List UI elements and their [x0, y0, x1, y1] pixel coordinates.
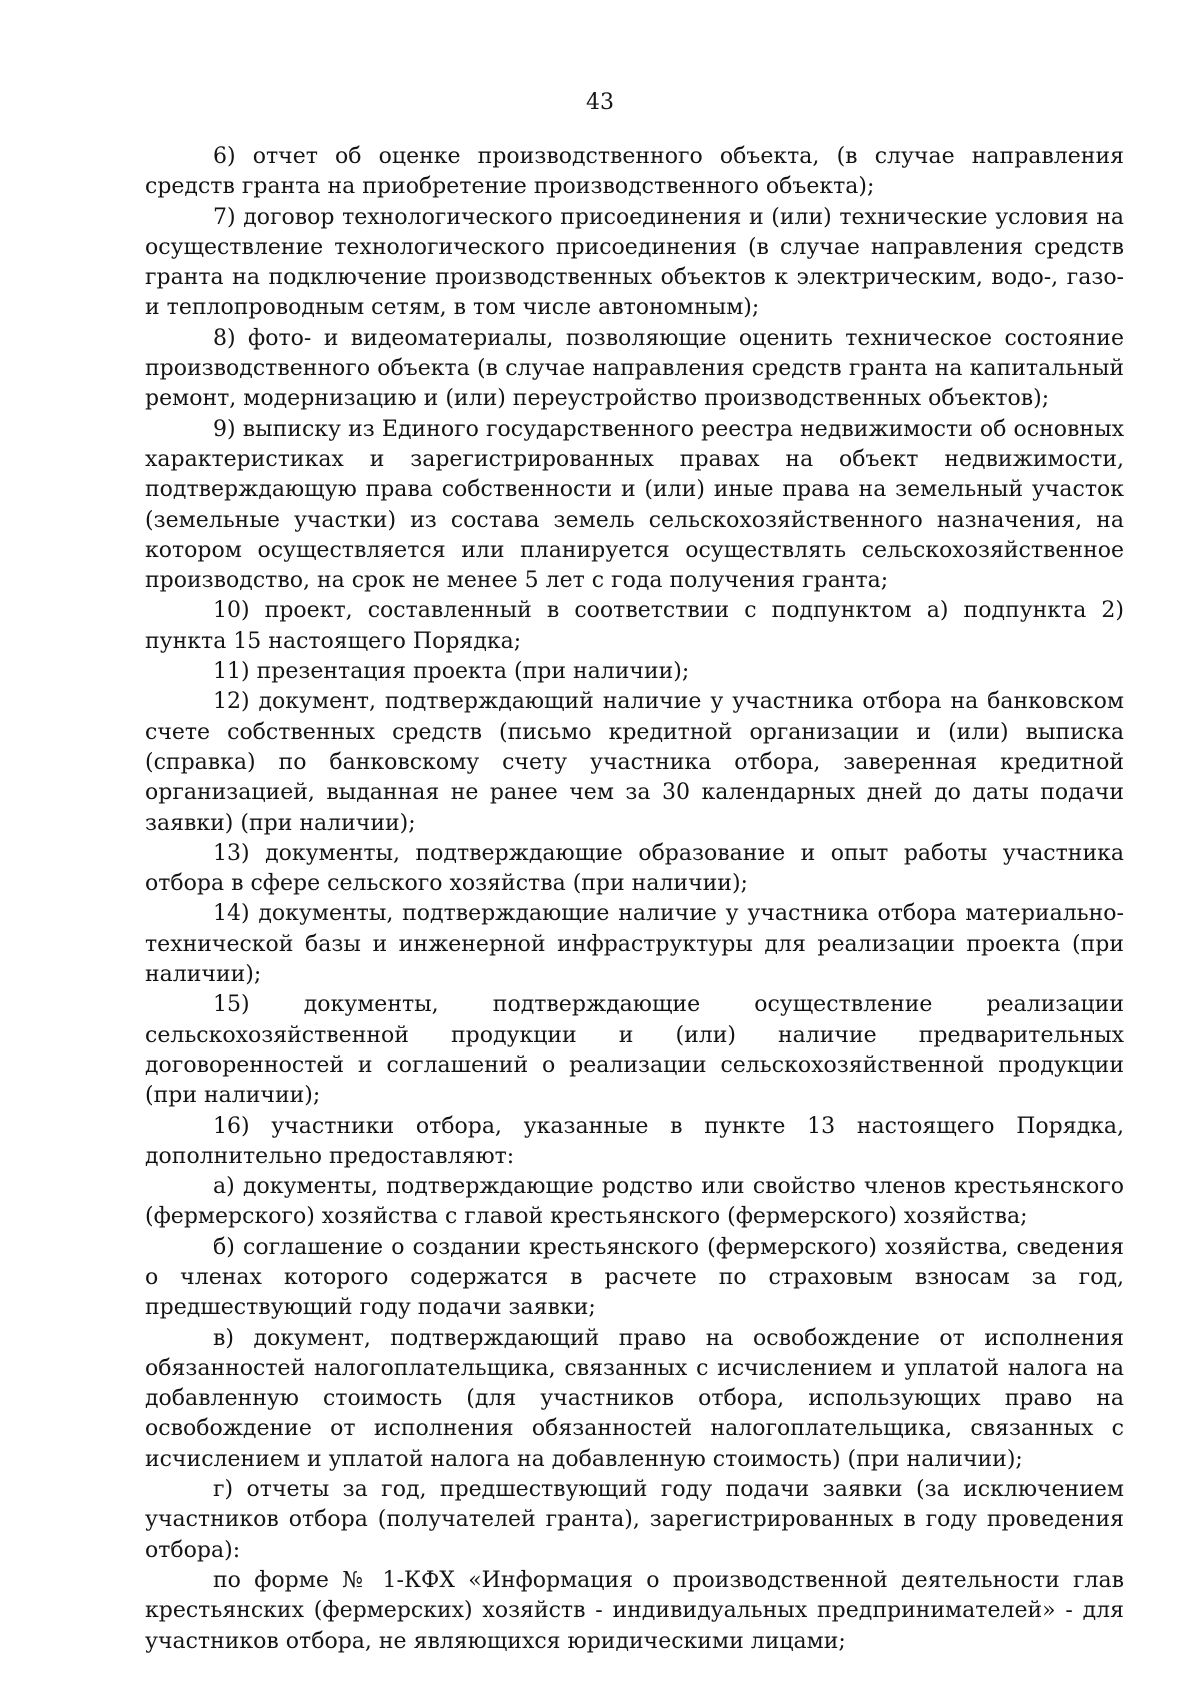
paragraph-item-16: 16) участники отбора, указанные в пункте 13 настоящего Порядка, дополнительно предоставляют: — [145, 1113, 1124, 1169]
paragraph-subitem-a: а) документы, подтверждающие родство или свойство членов крестьянского (фермерского) хозяйства с главой крестьянского (фермерского) хозяйства; — [145, 1174, 1124, 1230]
paragraph-item-10: 10) проект, составленный в соответствии с подпунктом а) подпункта 2) пункта 15 настоящего Порядка; — [145, 598, 1124, 654]
paragraph-item-12: 12) документ, подтверждающий наличие у участника отбора на банковском счете собственных средств (письмо кредитной организации и (или) выписка (справка) по банковскому счету участника отбора, заверенная кредитной организацией, выданная не ранее чем за 30 календарных дней до даты подачи заявки) (при наличии); — [145, 689, 1124, 836]
paragraph-item-7: 7) договор технологического присоединения и (или) технические условия на осуществление технологического присоединения (в случае направления средств гранта на подключение производственных объектов к электрическим, водо-, газо- и теплопроводным сетям, в том числе автономным); — [145, 204, 1124, 321]
paragraph-item-9: 9) выписку из Единого государственного реестра недвижимости об основных характеристиках и зарегистрированных правах на объект недвижимости, подтверждающую права собственности и (или) иные права на земельный участок (земельные участки) из состава земель сельскохозяйственного назначения, на котором осуществляется или планируется осуществлять сельскохозяйственное производство, на срок не менее 5 лет с года получения гранта; — [145, 416, 1124, 594]
paragraph-item-11: 11) презентация проекта (при наличии); — [213, 659, 690, 685]
paragraph-form-1-kfh: по форме № 1-КФХ «Информация о производственной деятельности глав крестьянских (фермерских) хозяйств - индивидуальных предпринимателей» - для участников отбора, не являющихся юридическими лицами; — [145, 1567, 1124, 1654]
paragraph-item-15: 15) документы, подтверждающие осуществление реализации сельскохозяйственной продукции и (или) наличие предварительных договоренностей и соглашений о реализации сельскохозяйственной продукции (при наличии); — [145, 992, 1124, 1109]
paragraph-subitem-b: б) соглашение о создании крестьянского (фермерского) хозяйства, сведения о членах которого содержатся в расчете по страховым взносам за год, предшествующий году подачи заявки; — [145, 1234, 1124, 1321]
paragraph-item-13: 13) документы, подтверждающие образование и опыт работы участника отбора в сфере сельского хозяйства (при наличии); — [145, 840, 1124, 897]
paragraph-subitem-g: г) отчеты за год, предшествующий году подачи заявки (за исключением участников отбора (получателей гранта), зарегистрированных в году проведения отбора): — [145, 1477, 1124, 1563]
paragraph-item-8: 8) фото- и видеоматериалы, позволяющие оценить техническое состояние производственного объекта (в случае направления средств гранта на капитальный ремонт, модернизацию и (или) переустройство производственных объектов); — [145, 325, 1124, 412]
paragraph-item-6: 6) отчет об оценке производственного объекта, (в случае направления средств гранта на приобретение производственного объекта); — [145, 144, 1124, 200]
paragraph-subitem-v: в) документ, подтверждающий право на освобождение от исполнения обязанностей налогоплательщика, связанных с исчислением и уплатой налога на добавленную стоимость (для участников отбора, использующих право на освобождение от исполнения обязанностей налогоплательщика, связанных с исчислением и уплатой налога на добавленную стоимость) (при наличии); — [145, 1325, 1124, 1472]
paragraph-item-14: 14) документы, подтверждающие наличие у участника отбора материально-технической базы и инженерной инфраструктуры для реализации проекта (при наличии); — [145, 901, 1124, 988]
document-body — [145, 142, 1124, 1657]
page-number: 43 — [586, 90, 614, 115]
